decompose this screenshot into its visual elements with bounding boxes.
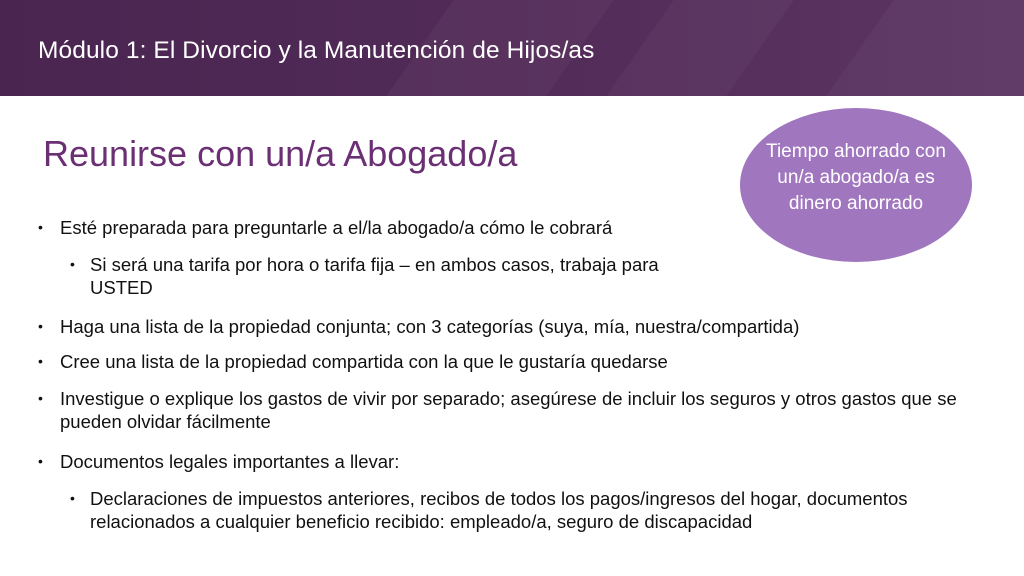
bullet-text: Declaraciones de impuestos anteriores, recibos de todos los pagos/ingresos del hogar, documentos relacionados a cualquier beneficio recibido: empleado/a, seguro de discapacidad <box>90 488 908 532</box>
bullet-marker: • <box>38 353 43 369</box>
callout-ellipse <box>740 108 972 262</box>
list-item <box>38 350 978 373</box>
bullet-marker: • <box>70 256 75 272</box>
bullet-marker: • <box>70 490 75 506</box>
bullet-marker: • <box>38 318 43 334</box>
bullet-marker: • <box>38 453 43 469</box>
bullet-marker: • <box>38 390 43 406</box>
bullet-text: Haga una lista de la propiedad conjunta; con 3 categorías (suya, mía, nuestra/compartida) <box>60 316 800 337</box>
header-decoration <box>826 0 1024 96</box>
module-title: Módulo 1: El Divorcio y la Manutención de Hijos/as <box>38 37 595 64</box>
list-item <box>38 315 978 338</box>
header-bar <box>0 0 1024 96</box>
bullet-text: Cree una lista de la propiedad compartida con la que le gustaría quedarse <box>60 351 668 372</box>
bullet-text: Documentos legales importantes a llevar: <box>60 451 400 472</box>
list-item <box>70 253 710 299</box>
slide-title: Reunirse con un/a Abogado/a <box>43 133 518 174</box>
list-item <box>70 487 1005 533</box>
list-item <box>38 450 978 473</box>
list-item <box>38 387 983 433</box>
header-decoration <box>606 0 793 96</box>
callout-text: Tiempo ahorrado con un/a abogado/a es dinero ahorrado <box>766 141 946 214</box>
bullet-text: Esté preparada para preguntarle a el/la abogado/a cómo le cobrará <box>60 217 613 238</box>
bullet-text: Investigue o explique los gastos de vivir por separado; asegúrese de incluir los seguros y otros gastos que se pueden olvidar fácilmente <box>60 388 957 432</box>
bullet-text: Si será una tarifa por hora o tarifa fija – en ambos casos, trabaja para USTED <box>90 254 659 298</box>
bullet-marker: • <box>38 219 43 235</box>
list-item <box>38 216 718 239</box>
